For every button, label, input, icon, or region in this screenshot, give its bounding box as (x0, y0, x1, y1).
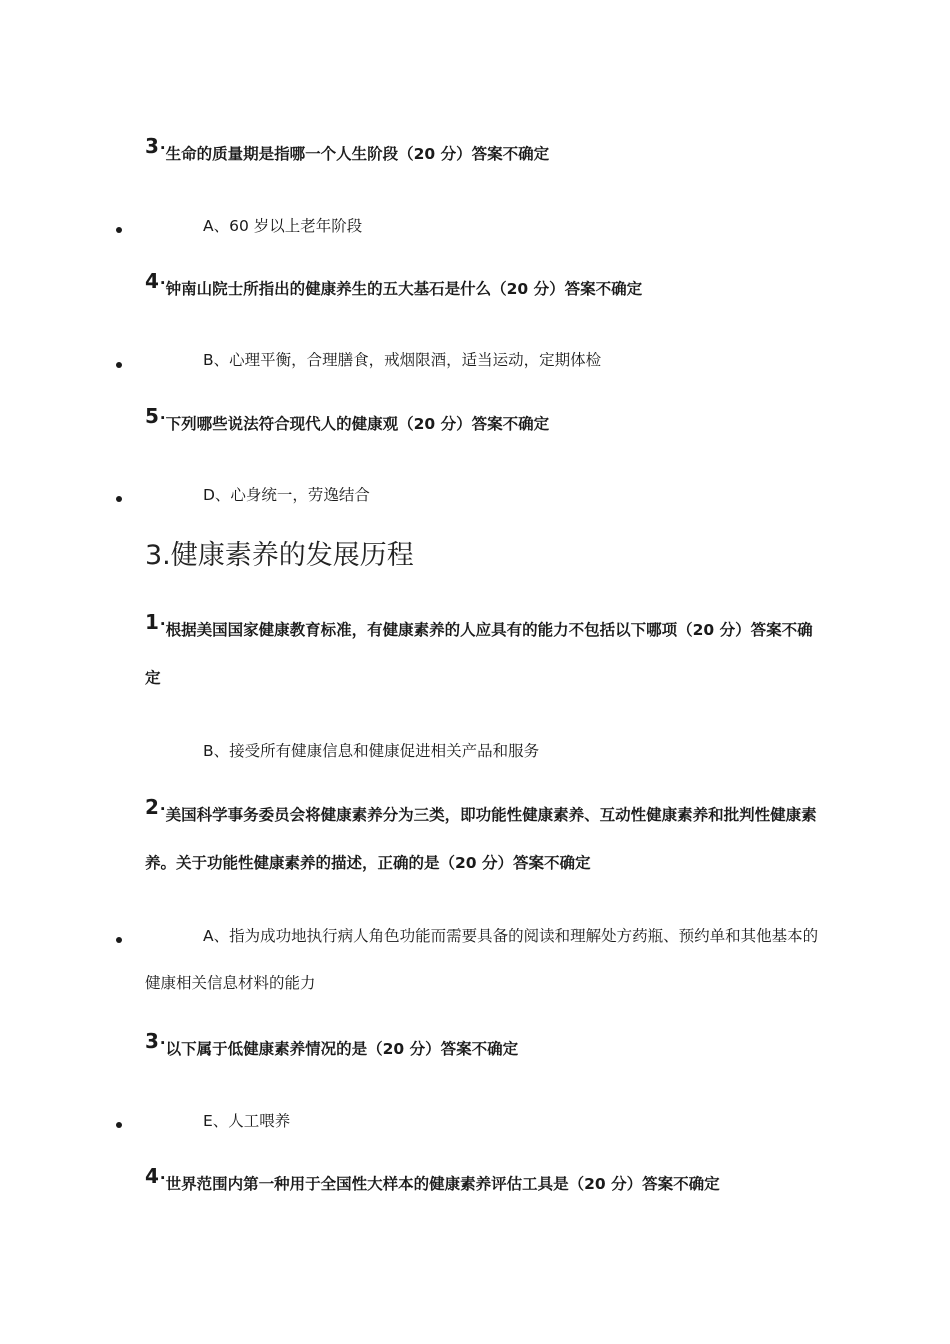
question-4b: 4·世界范围内第一种用于全国性大样本的健康素养评估工具是（20 分）答案不确定 (145, 1164, 720, 1193)
question-text: 以下属于低健康素养情况的是（20 分）答案不确定 (165, 1040, 519, 1058)
answer-text: B、接受所有健康信息和健康促进相关产品和服务 (203, 742, 540, 760)
bullet (116, 1122, 122, 1128)
question-4: 4·钟南山院士所指出的健康养生的五大基石是什么（20 分）答案不确定 (145, 269, 643, 298)
question-3b: 3·以下属于低健康素养情况的是（20 分）答案不确定 (145, 1029, 519, 1058)
bullet (116, 496, 122, 502)
question-number: 4 (145, 269, 159, 293)
bullet (116, 227, 122, 233)
question-number: 3 (145, 1029, 159, 1053)
answer-text: E、人工喂养 (203, 1112, 291, 1130)
bullet (116, 937, 122, 943)
answer (145, 1098, 825, 1145)
question-3: 3·生命的质量期是指哪一个人生阶段（20 分）答案不确定 (145, 134, 550, 163)
answer-text: A、60 岁以上老年阶段 (203, 217, 363, 235)
question-text: 生命的质量期是指哪一个人生阶段（20 分）答案不确定 (165, 145, 550, 163)
question-number: 4 (145, 1164, 159, 1188)
question-text: 根据美国国家健康教育标准，有健康素养的人应具有的能力不包括以下哪项（20 分）答案不确定 (145, 621, 813, 687)
answer (145, 337, 825, 384)
answer (145, 913, 825, 1007)
question-text: 世界范围内第一种用于全国性大样本的健康素养评估工具是（20 分）答案不确定 (165, 1175, 720, 1193)
question-text: 钟南山院士所指出的健康养生的五大基石是什么（20 分）答案不确定 (165, 280, 643, 298)
answer (145, 728, 825, 775)
question-number: 1 (145, 610, 159, 634)
answer-text: B、心理平衡，合理膳食，戒烟限酒，适当运动，定期体检 (203, 351, 602, 369)
question-number: 3 (145, 134, 159, 158)
answer-text: D、心身统一，劳逸结合 (203, 486, 370, 504)
question-5: 5·下列哪些说法符合现代人的健康观（20 分）答案不确定 (145, 404, 550, 433)
question-2: 2·美国科学事务委员会将健康素养分为三类，即功能性健康素养、互动性健康素养和批判性健康素养。关于功能性健康素养的描述，正确的是（20 分）答案不确定 (145, 795, 817, 872)
question-number: 5 (145, 404, 159, 428)
answer (145, 472, 825, 519)
answer-text: A、指为成功地执行病人角色功能而需要具备的阅读和理解处方药瓶、预约单和其他基本的健康相关信息材料的能力 (145, 927, 819, 992)
question-text: 下列哪些说法符合现代人的健康观（20 分）答案不确定 (165, 415, 550, 433)
question-text: 美国科学事务委员会将健康素养分为三类，即功能性健康素养、互动性健康素养和批判性健康素养。关于功能性健康素养的描述，正确的是（20 分）答案不确定 (145, 806, 817, 872)
question-number: 2 (145, 795, 159, 819)
section-title: 3.健康素养的发展历程 (145, 540, 414, 571)
bullet (116, 362, 122, 368)
question-1: 1·根据美国国家健康教育标准，有健康素养的人应具有的能力不包括以下哪项（20 分）答案不确定 (145, 610, 813, 687)
answer (145, 203, 825, 250)
